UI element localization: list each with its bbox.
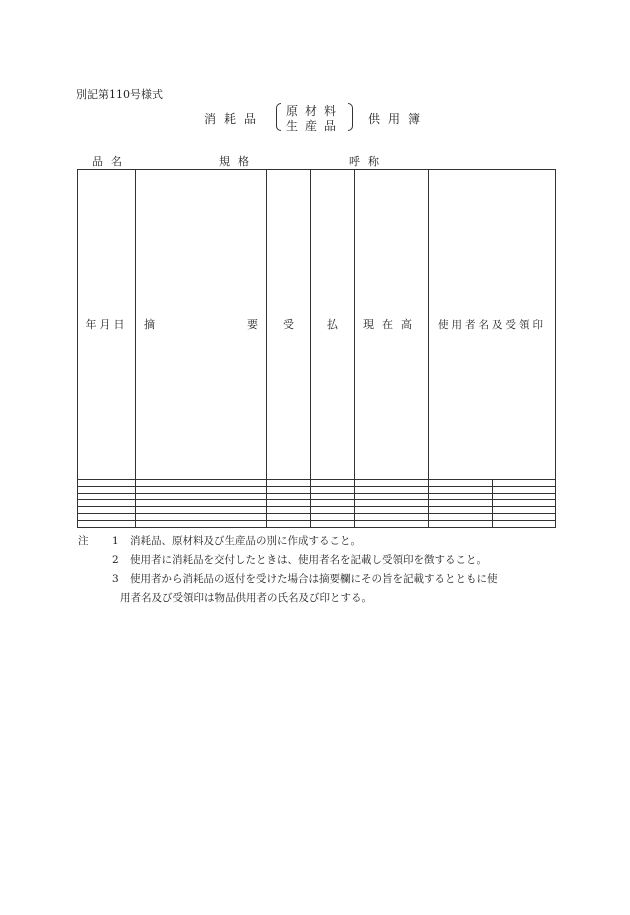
header-received: 受: [267, 170, 311, 480]
note-2: 2 使用者に消耗品を交付したときは、使用者名を記載し受領印を徴すること。: [112, 554, 487, 566]
cell-seal[interactable]: [492, 521, 556, 528]
cell-date[interactable]: [78, 514, 136, 521]
cell-summary[interactable]: [136, 493, 267, 500]
spec-label: 規格: [219, 155, 257, 168]
cell-balance[interactable]: [355, 493, 429, 500]
cell-balance[interactable]: [355, 500, 429, 507]
header-user-seal: 使用者名及受領印: [429, 170, 556, 480]
header-summary-right: 要: [247, 318, 258, 332]
designation-label: 呼称: [349, 155, 387, 168]
cell-paid[interactable]: [311, 500, 355, 507]
cell-user-name[interactable]: [429, 493, 493, 500]
cell-user-name[interactable]: [429, 507, 493, 514]
cell-paid[interactable]: [311, 486, 355, 493]
cell-paid[interactable]: [311, 514, 355, 521]
cell-user-name[interactable]: [429, 479, 493, 486]
cell-balance[interactable]: [355, 507, 429, 514]
cell-user-name[interactable]: [429, 486, 493, 493]
cell-summary[interactable]: [136, 521, 267, 528]
item-name-label: 品名: [92, 155, 130, 168]
title-products: 生産品: [286, 119, 344, 133]
cell-seal[interactable]: [492, 479, 556, 486]
note-3-continued: 用者名及び受領印は物品供用者の氏名及び印とする。: [120, 592, 372, 604]
cell-summary[interactable]: [136, 486, 267, 493]
left-brace: [276, 103, 281, 131]
cell-date[interactable]: [78, 507, 136, 514]
cell-balance[interactable]: [355, 514, 429, 521]
cell-user-name[interactable]: [429, 521, 493, 528]
cell-date[interactable]: [78, 486, 136, 493]
cell-seal[interactable]: [492, 500, 556, 507]
cell-date[interactable]: [78, 493, 136, 500]
cell-date[interactable]: [78, 479, 136, 486]
cell-summary[interactable]: [136, 479, 267, 486]
cell-received[interactable]: [267, 486, 311, 493]
cell-paid[interactable]: [311, 479, 355, 486]
cell-seal[interactable]: [492, 514, 556, 521]
table-row: [78, 521, 556, 528]
cell-summary[interactable]: [136, 514, 267, 521]
cell-balance[interactable]: [355, 486, 429, 493]
cell-seal[interactable]: [492, 486, 556, 493]
table-row: [78, 500, 556, 507]
cell-seal[interactable]: [492, 507, 556, 514]
cell-received[interactable]: [267, 479, 311, 486]
note-3: 3 使用者から消耗品の返付を受けた場合は摘要欄にその旨を記載するとともに使: [112, 573, 498, 585]
cell-seal[interactable]: [492, 493, 556, 500]
table-row: [78, 514, 556, 521]
cell-received[interactable]: [267, 521, 311, 528]
cell-balance[interactable]: [355, 479, 429, 486]
cell-received[interactable]: [267, 514, 311, 521]
table-row: [78, 486, 556, 493]
title-consumable: 消耗品: [204, 112, 265, 126]
cell-received[interactable]: [267, 507, 311, 514]
table-row: [78, 479, 556, 486]
cell-date[interactable]: [78, 521, 136, 528]
cell-paid[interactable]: [311, 521, 355, 528]
cell-date[interactable]: [78, 500, 136, 507]
notes-lead: 注: [78, 535, 89, 547]
note-1: 1 消耗品、原材料及び生産品の別に作成すること。: [112, 535, 361, 547]
header-summary: [136, 170, 267, 480]
header-date: 年月日: [78, 170, 136, 480]
table-row: [78, 507, 556, 514]
cell-received[interactable]: [267, 500, 311, 507]
title-raw-materials: 原材料: [286, 104, 344, 118]
right-brace: [348, 103, 353, 131]
header-paid: 払: [311, 170, 355, 480]
cell-summary[interactable]: [136, 507, 267, 514]
ledger-table: [77, 169, 556, 528]
cell-user-name[interactable]: [429, 514, 493, 521]
header-row: [78, 170, 556, 480]
title-ledger: 供用簿: [368, 112, 429, 126]
cell-balance[interactable]: [355, 521, 429, 528]
cell-user-name[interactable]: [429, 500, 493, 507]
form-number: 別記第110号様式: [76, 88, 163, 101]
cell-received[interactable]: [267, 493, 311, 500]
cell-summary[interactable]: [136, 500, 267, 507]
table-row: [78, 493, 556, 500]
header-summary-left: 摘: [144, 318, 155, 332]
header-balance: 現在高: [355, 170, 429, 480]
cell-paid[interactable]: [311, 493, 355, 500]
cell-paid[interactable]: [311, 507, 355, 514]
